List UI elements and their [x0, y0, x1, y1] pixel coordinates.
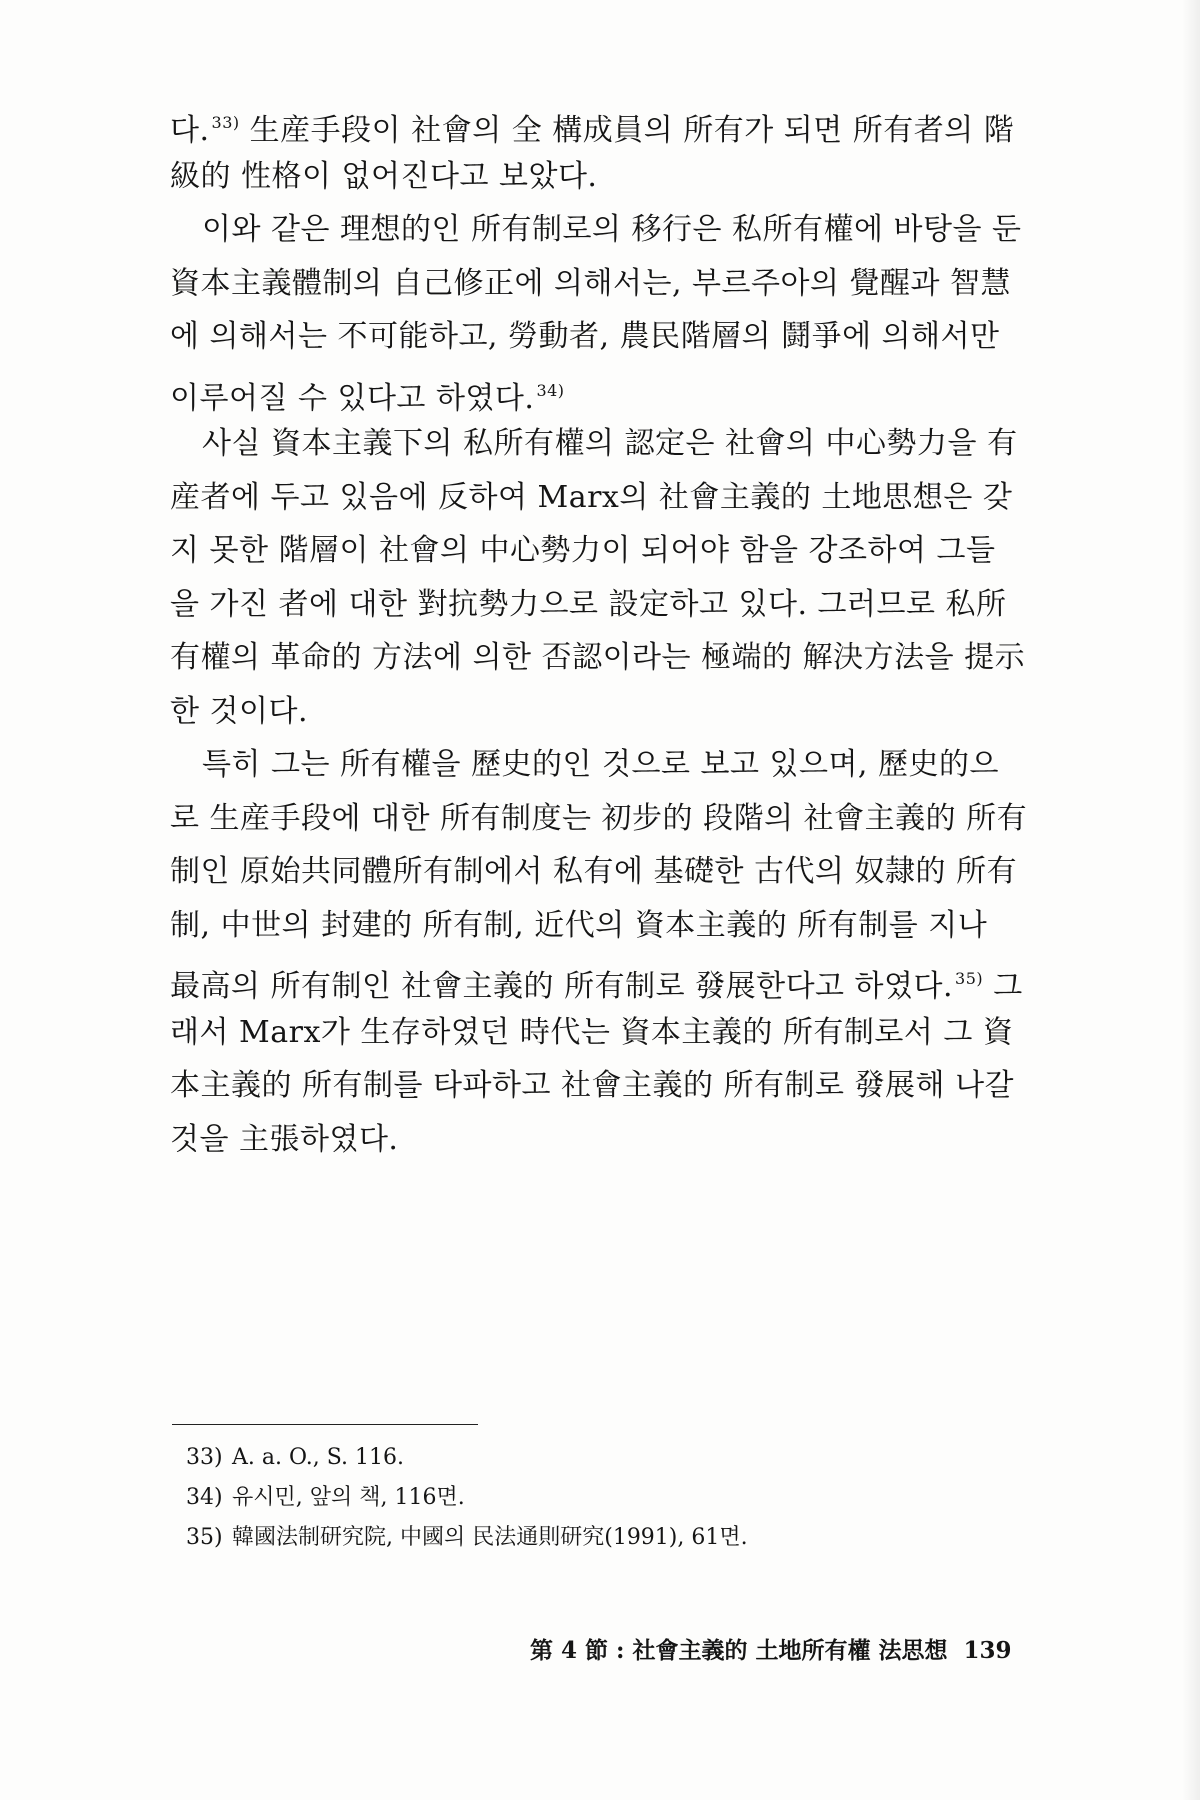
- body-text: [170, 96, 1030, 1166]
- footnote-number: 34): [186, 1485, 223, 1510]
- line-text: 最高의 所有制인 社會主義的 所有制로 發展한다고 하였다.: [170, 969, 954, 1004]
- line-text-rest: 生産手段이 社會의 全 構成員의 所有가 되면 所有者의 階: [239, 113, 1015, 148]
- text-line: [170, 952, 1030, 1006]
- text-line: 制인 原始共同體所有制에서 私有에 基礎한 古代의 奴隷的 所有: [170, 854, 1018, 889]
- line-text: 이루어질 수 있다고 하였다.: [170, 380, 535, 416]
- line-text-rest: 그: [983, 969, 1023, 1004]
- line-text: 다.: [170, 113, 210, 148]
- footnote-ref-33[interactable]: 33): [211, 113, 240, 132]
- footnote-number: 33): [186, 1445, 223, 1470]
- footnotes: [186, 1438, 986, 1558]
- section-title: 第 4 節 : 社會主義的 土地所有權 法思想: [530, 1637, 948, 1664]
- text-line: 특히 그는 所有權을 歷史的인 것으로 보고 있으며, 歷史的으: [202, 747, 999, 782]
- text-line: 사실 資本主義下의 私所有權의 認定은 社會의 中心勢力을 有: [202, 426, 1018, 461]
- footnote-divider: [172, 1424, 478, 1425]
- page-number: 139: [963, 1637, 1012, 1664]
- footnote-text: A. a. O., S. 116.: [232, 1445, 404, 1470]
- footnote-ref-35[interactable]: 35): [955, 969, 984, 988]
- text-line: 이와 같은 理想的인 所有制로의 移行은 私所有權에 바탕을 둔: [202, 212, 1022, 247]
- text-line: 한 것이다.: [170, 693, 308, 729]
- text-line: 을 가진 者에 대한 對抗勢力으로 設定하고 있다. 그러므로 私所: [170, 586, 1007, 622]
- text-line: 有權의 革命的 方法에 의한 否認이라는 極端的 解決方法을 提示: [170, 640, 1026, 675]
- text-line: 産者에 두고 있음에 反하여 Marx의 社會主義的 土地思想은 갖: [170, 479, 1013, 515]
- footnote-33: [186, 1438, 986, 1478]
- text-line: 로 生産手段에 대한 所有制度는 初步的 段階의 社會主義的 所有: [170, 800, 1028, 836]
- text-line: 資本主義體制의 自己修正에 의해서는, 부르주아의 覺醒과 智慧: [170, 265, 1011, 301]
- text-line: 本主義的 所有制를 타파하고 社會主義的 所有制로 發展해 나갈: [170, 1068, 1015, 1103]
- page-edge-shadow: [1182, 0, 1200, 1800]
- footnote-number: 35): [186, 1525, 223, 1550]
- footnote-ref-34[interactable]: 34): [536, 380, 565, 400]
- running-footer: [530, 1632, 1010, 1665]
- text-line: [170, 364, 1030, 418]
- text-line: 것을 主張하였다.: [170, 1121, 399, 1157]
- footnote-text: 韓國法制研究院, 中國의 民法通則研究(1991), 61면.: [232, 1525, 748, 1550]
- text-line: [170, 96, 1030, 150]
- text-line: 래서 Marx가 生存하였던 時代는 資本主義的 所有制로서 그 資: [170, 1014, 1014, 1050]
- footnote-35: [186, 1518, 986, 1558]
- footnote-text: 유시민, 앞의 책, 116면.: [232, 1485, 465, 1510]
- text-line: 級的 性格이 없어진다고 보았다.: [170, 158, 598, 194]
- text-line: 制, 中世의 封建的 所有制, 近代의 資本主義的 所有制를 지나: [170, 907, 988, 943]
- footnote-34: [186, 1478, 986, 1518]
- text-line: 지 못한 階層이 社會의 中心勢力이 되어야 함을 강조하여 그들: [170, 533, 996, 568]
- text-line: 에 의해서는 不可能하고, 勞動者, 農民階層의 鬪爭에 의해서만: [170, 319, 1000, 354]
